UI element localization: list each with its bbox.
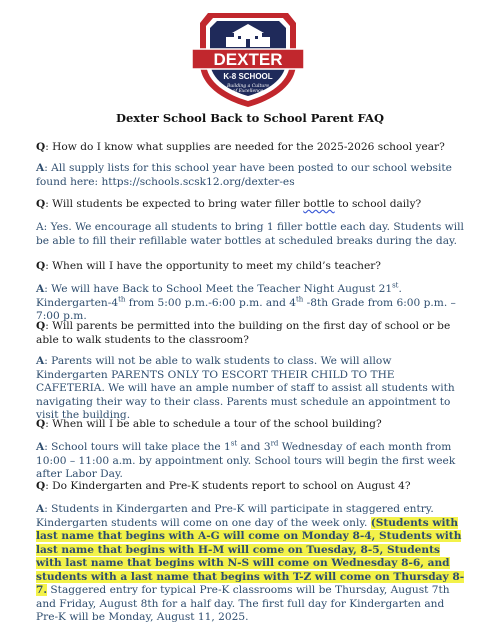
- school-logo: [186, 5, 310, 109]
- q-label: Q: [36, 320, 46, 332]
- q-text: : Will parents be permitted into the building on the first day of school or be able to walk students to the classroom?: [36, 320, 451, 346]
- a-text-pre: : We will have Back to School Meet the Teacher Night August 21: [44, 283, 393, 295]
- faq-answer-3: [36, 283, 466, 324]
- a-sup-1: st: [230, 439, 238, 448]
- a-label: A: [36, 283, 45, 295]
- faq-question-5: [36, 418, 466, 432]
- q-label: Q: [36, 141, 46, 153]
- faq-answer-5: [36, 441, 466, 482]
- a-text-mid-2: from 5:00 p.m.-6:00 p.m. and 4: [125, 296, 296, 309]
- faq-question-4: [36, 320, 466, 347]
- faq-question-1: [36, 141, 466, 155]
- a-label: A: [36, 503, 45, 515]
- q-text-post: to school daily?: [334, 198, 422, 210]
- a-text: : Parents will not be able to walk students to class. We will allow Kindergarten PARENTS ONLY TO ESCORT THEIR CHILD TO THE CAFETERIA. We will have an ample number of staff to assist all students with navigating their way to their class. Parents must schedule an appointment to visit the building.: [36, 355, 455, 421]
- q-text-spellcheck: bottle: [303, 198, 335, 210]
- a-text: A: Yes. We encourage all students to bring 1 filler bottle each day. Students will be able to fill their refillable water bottles at scheduled breaks during the day.: [36, 221, 464, 247]
- a-label: A: [36, 441, 45, 453]
- faq-question-6: [36, 480, 466, 494]
- faq-answer-6: [36, 503, 466, 625]
- q-label: Q: [36, 198, 46, 210]
- a-label: A: [36, 355, 45, 367]
- a-text-post: -8th Grade from 6:00 p.m. – 7:00 p.m.: [36, 296, 456, 322]
- q-label: Q: [36, 480, 46, 492]
- a-sup-2: rd: [270, 439, 279, 448]
- a-text-post: Wednesday of each month from 10:00 – 11:00 a.m. by appointment only. School tours will begin the first week after Labor Day.: [36, 441, 456, 480]
- q-text-pre: : Will students be expected to bring water filler: [45, 198, 304, 210]
- q-text: : When will I be able to schedule a tour of the school building?: [45, 418, 382, 430]
- a-text-highlighted: (Students with last name that begins with A-G will come on Monday 8-4, Students with last name that begins with H-M will come on Tuesday, 8-5, Students with last name that begins with N-S will come on Wednesday 8-6, and students with a last name that begins with T-Z will come on Thursday 8-7.: [36, 516, 465, 596]
- a-text-mid: . Kindergarten-4: [36, 283, 402, 309]
- faq-answer-1: [36, 162, 466, 189]
- q-text: : How do I know what supplies are needed for the 2025-2026 school year?: [45, 141, 445, 153]
- a-label: A: [36, 162, 45, 174]
- document-title: Dexter School Back to School Parent FAQ: [115, 111, 384, 125]
- q-label: Q: [36, 418, 46, 430]
- logo-tagline-1: Building a Culture: [226, 84, 270, 89]
- logo-name: DEXTER: [213, 50, 283, 69]
- a-text-pre: : Students in Kindergarten and Pre-K will participate in staggered entry. Kindergarten students will come on one day of the week only.: [36, 503, 434, 529]
- logo-sub: K-8 SCHOOL: [223, 72, 273, 81]
- faq-answer-4: [36, 355, 466, 423]
- q-label: Q: [36, 260, 46, 272]
- faq-question-3: [36, 260, 466, 274]
- a-text-pre: : School tours will take place the 1: [44, 441, 231, 453]
- a-sup-2: th: [118, 294, 126, 303]
- a-text-mid: and 3: [237, 441, 271, 453]
- logo-tagline-2: of Excellence: [232, 89, 264, 94]
- faq-answer-2: [36, 221, 466, 248]
- q-text: : When will I have the opportunity to meet my child’s teacher?: [45, 260, 381, 272]
- a-sup-1: st: [392, 281, 399, 290]
- a-sup-3: th: [295, 294, 304, 303]
- a-text: : All supply lists for this school year have been posted to our school website found here: https://schools.scsk12.org/dexter-es: [36, 162, 452, 188]
- q-text: : Do Kindergarten and Pre-K students report to school on August 4?: [45, 480, 411, 492]
- faq-question-2: [36, 198, 466, 212]
- a-text-post: Staggered entry for typical Pre-K classrooms will be Thursday, August 7th and Friday, August 8th for a half day. The first full day for Kindergarten and Pre-K will be Monday, August 11, 2025.: [36, 584, 450, 623]
